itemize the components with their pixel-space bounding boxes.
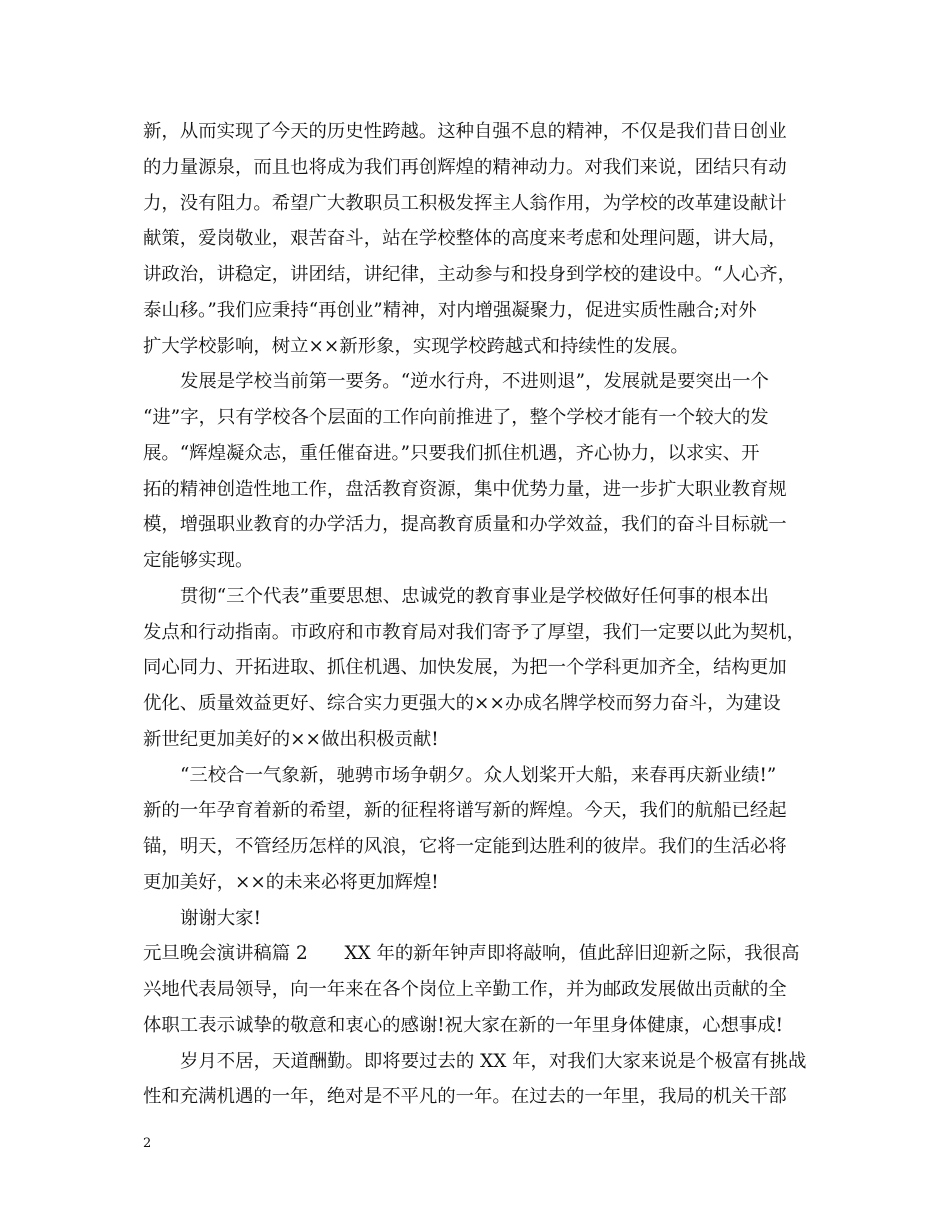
text-line: 展。“辉煌凝众志，重任催奋进。”只要我们抓住机遇，齐心协力，以求实、开 <box>143 442 760 464</box>
text-line: 性和充满机遇的一年，绝对是不平凡的一年。在过去的一年里，我局的机关干部 <box>143 1086 787 1108</box>
text-line: 拓的精神创造性地工作，盘活教育资源，集中优势力量，进一步扩大职业教育规 <box>143 478 787 500</box>
text-line: 讲政治，讲稳定，讲团结，讲纪律，主动参与和投身到学校的建设中。“人心齐， <box>143 264 797 285</box>
text-line: 发点和行动指南。市政府和市教育局对我们寄予了厚望，我们一定要以此为契机， <box>143 621 806 643</box>
text-line: 体职工表示诚挚的敬意和衷心的感谢!祝大家在新的一年里身体健康，心想事成! <box>143 1014 784 1036</box>
text-line: 力，没有阻力。希望广大教职员工积极发挥主人翁作用，为学校的改革建设献计 <box>143 192 787 214</box>
text-line: 新世纪更加美好的××做出积极贡献! <box>143 728 439 750</box>
text-line: “进”字，只有学校各个层面的工作向前推进了，整个学校才能有一个较大的发 <box>143 407 769 428</box>
text-line: 谢谢大家! <box>180 907 261 929</box>
text-line: 定能够实现。 <box>143 550 254 571</box>
text-line: 优化、质量效益更好、综合实力更强大的××办成名牌学校而努力奋斗，为建设 <box>143 693 781 714</box>
document-body <box>143 114 808 1115</box>
text-line: 更加美好，××的未来必将更加辉煌! <box>143 871 439 893</box>
text-line: 元旦晚会演讲稿篇 2 XX 年的新年钟声即将敲响，值此辞旧迎新之际，我很高 <box>143 943 800 965</box>
text-line: 献策，爱岗敬业，艰苦奋斗，站在学校整体的高度来考虑和处理问题，讲大局， <box>143 228 787 250</box>
text-line: 岁月不居，天道酬勤。即将要过去的 XX 年，对我们大家来说是个极富有挑战 <box>180 1050 807 1072</box>
text-line: 同心同力、开拓进取、抓住机遇、加快发展，为把一个学科更加齐全，结构更加 <box>143 657 787 679</box>
text-line: 的力量源泉，而且也将成为我们再创辉煌的精神动力。对我们来说，团结只有动 <box>143 156 787 178</box>
text-line: 发展是学校当前第一要务。“逆水行舟，不进则退”，发展就是要突出一个 <box>180 371 769 393</box>
text-line: 新，从而实现了今天的历史性跨越。这种自强不息的精神，不仅是我们昔日创业 <box>143 121 787 142</box>
text-line: 泰山移。”我们应秉持“再创业”精神，对内增强凝聚力，促进实质性融合;对外 <box>143 299 757 321</box>
text-line: “三校合一气象新，驰骋市场争朝夕。众人划桨开大船，来春再庆新业绩!” <box>180 764 777 786</box>
page-number: 2 <box>143 1136 152 1151</box>
text-line: 贯彻“三个代表”重要思想、忠诚党的教育事业是学校做好任何事的根本出 <box>180 585 769 607</box>
text-line: 兴地代表局领导，向一年来在各个岗位上辛勤工作，并为邮政发展做出贡献的全 <box>143 979 787 1000</box>
text-line: 新的一年孕育着新的希望，新的征程将谱写新的辉煌。今天，我们的航船已经起 <box>143 800 787 822</box>
text-line: 模，增强职业教育的办学活力，提高教育质量和办学效益，我们的奋斗目标就一 <box>143 514 787 536</box>
text-line: 扩大学校影响，树立××新形象，实现学校跨越式和持续性的发展。 <box>143 335 689 357</box>
text-line: 锚，明天，不管经历怎样的风浪，它将一定能到达胜利的彼岸。我们的生活必将 <box>143 836 787 857</box>
